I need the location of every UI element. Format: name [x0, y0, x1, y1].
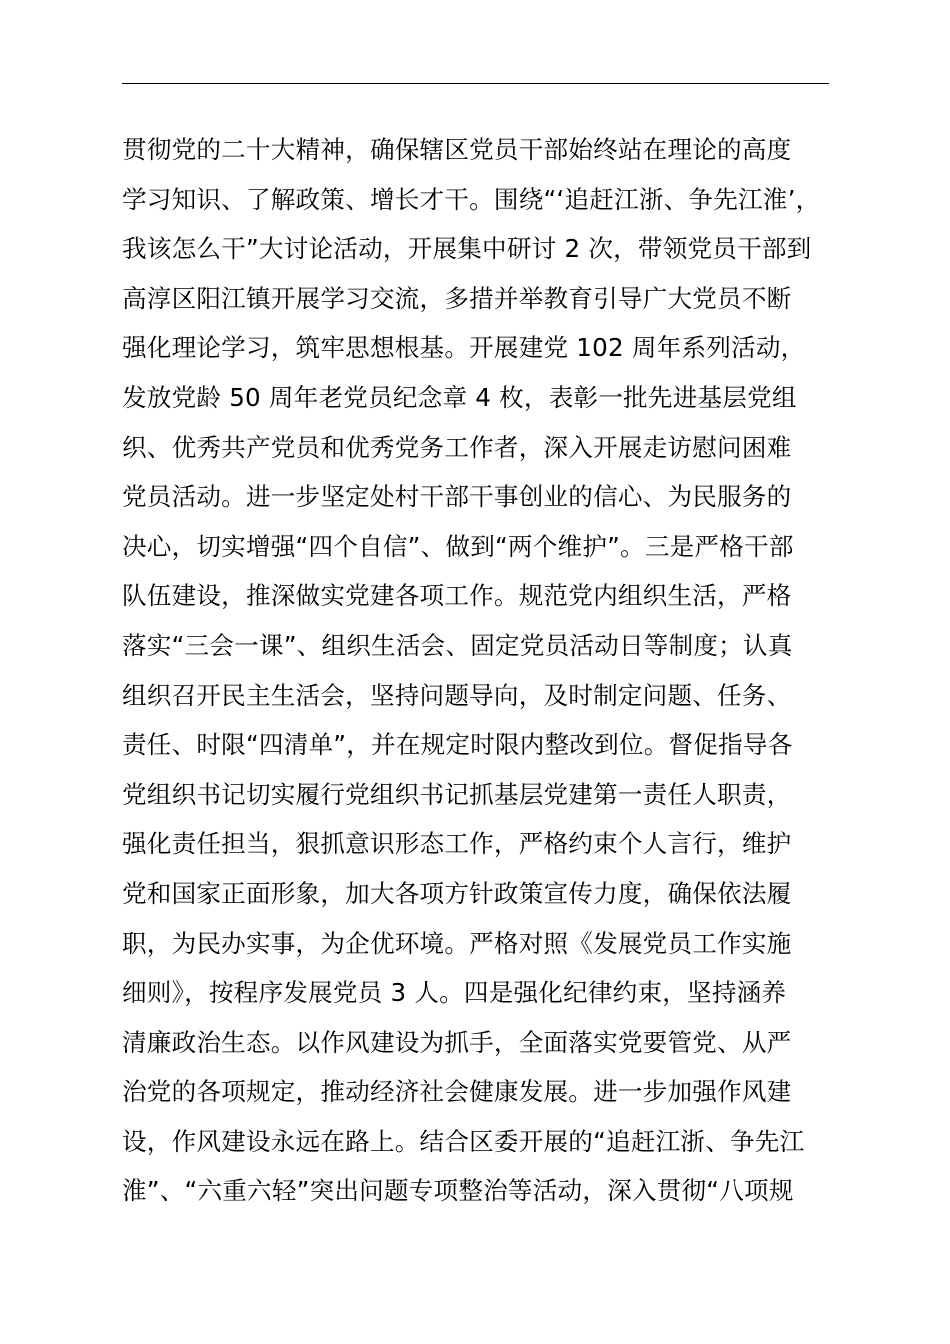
- text-line: 强化责任担当，狠抓意识形态工作，严格约束个人言行，维护: [122, 829, 792, 859]
- text-line: 落实“三会一课”、组织生活会、固定党员活动日等制度；认真: [122, 630, 793, 660]
- text-line: 发放党龄 50 周年老党员纪念章 4 枚，表彰一批先进基层党组: [122, 382, 797, 412]
- text-line: 治党的各项规定，推动经济社会健康发展。进一步加强作风建: [122, 1077, 792, 1107]
- document-body: [122, 125, 842, 1216]
- text-line: 淮”、“六重六轻”突出问题专项整治等活动，深入贯彻“八项规: [122, 1176, 794, 1206]
- text-line: 职，为民办实事，为企优环境。严格对照《发展党员工作实施: [122, 928, 792, 958]
- text-line: 党员活动。进一步坚定处村干部干事创业的信心、为民服务的: [122, 482, 792, 512]
- text-line: 责任、时限“四清单”，并在规定时限内整改到位。督促指导各: [122, 730, 793, 760]
- text-line: 学习知识、了解政策、增长才干。围绕“‘追赶江浙、争先江淮’，: [122, 184, 821, 214]
- text-line: 设，作风建设永远在路上。结合区委开展的“追赶江浙、争先江: [122, 1126, 805, 1156]
- text-line: 我该怎么干”大讨论活动，开展集中研讨 2 次，带领党员干部到: [122, 234, 812, 264]
- text-line: 决心，切实增强“四个自信”、做到“两个维护”。三是严格干部: [122, 531, 794, 561]
- text-line: 清廉政治生态。以作风建设为抓手，全面落实党要管党、从严: [122, 1027, 792, 1057]
- text-line: 强化理论学习，筑牢思想根基。开展建党 102 周年系列活动，: [122, 333, 806, 363]
- text-line: 党组织书记切实履行党组织书记抓基层党建第一责任人职责，: [122, 779, 792, 809]
- text-line: 织、优秀共产党员和优秀党务工作者，深入开展走访慰问困难: [122, 432, 792, 462]
- text-line: 队伍建设，推深做实党建各项工作。规范党内组织生活，严格: [122, 581, 792, 611]
- text-line: 高淳区阳江镇开展学习交流，多措并举教育引导广大党员不断: [122, 283, 792, 313]
- text-line: 组织召开民主生活会，坚持问题导向，及时制定问题、任务、: [122, 680, 792, 710]
- header-rule: [122, 83, 829, 84]
- text-line: 细则》，按程序发展党员 3 人。四是强化纪律约束，坚持涵养: [122, 978, 787, 1008]
- text-line: 贯彻党的二十大精神，确保辖区党员干部始终站在理论的高度: [122, 135, 792, 164]
- text-line: 党和国家正面形象，加大各项方针政策宣传力度，确保依法履: [122, 878, 792, 908]
